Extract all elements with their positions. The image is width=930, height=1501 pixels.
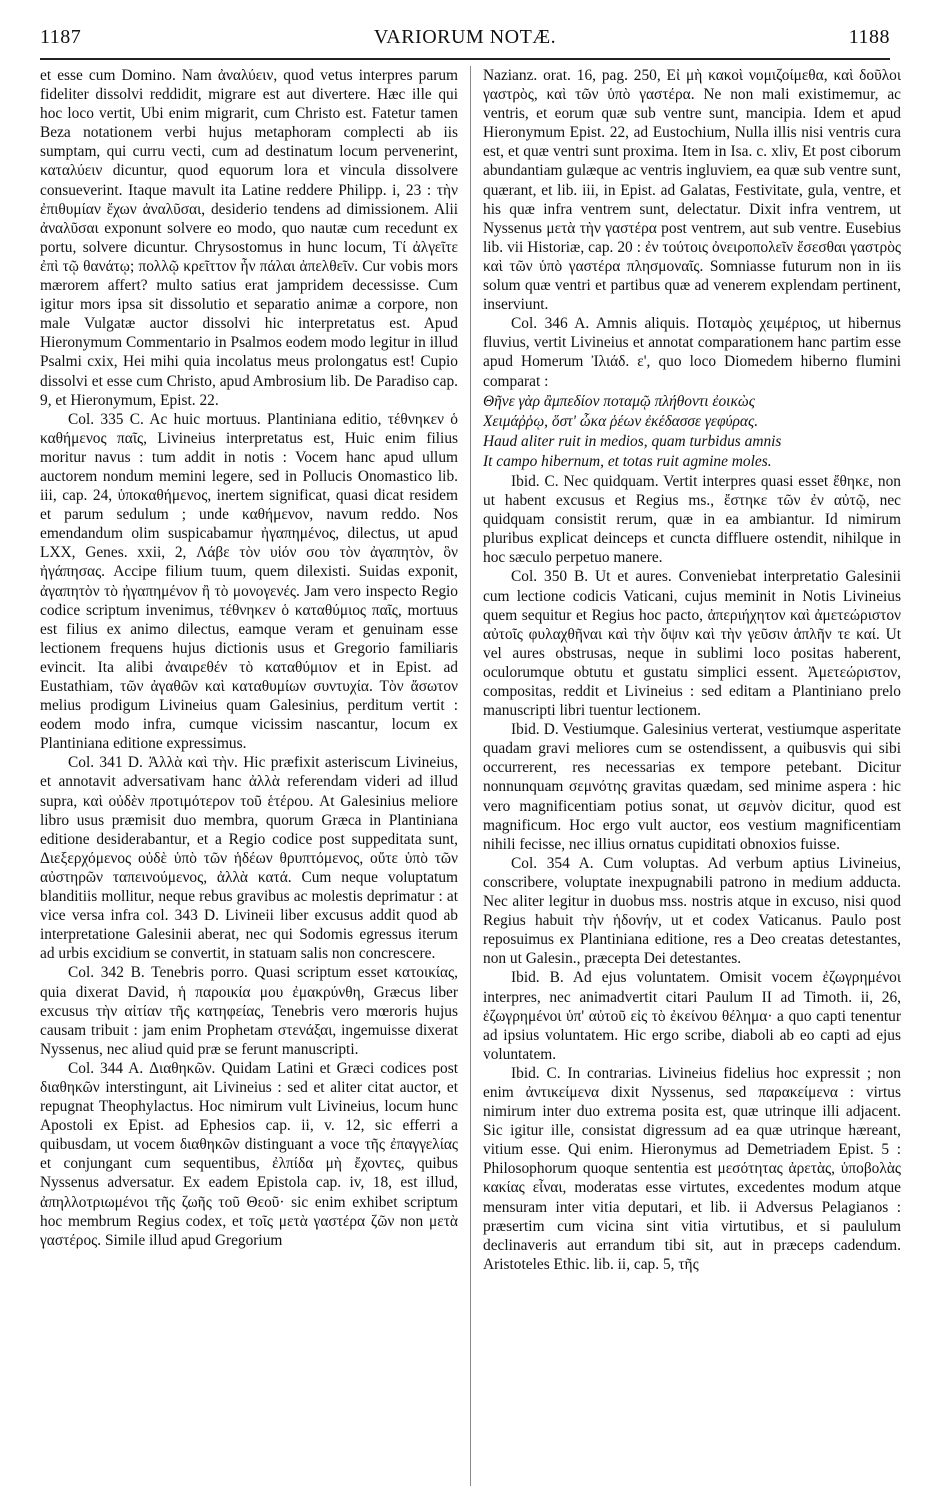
note-paragraph: Col. 335 C. Ac huic mortuus. Plantiniana editio, τέθνηκεν ὁ καθήμενος παῖς, Livineius interpretatus est, Huic enim filius moritur navus : tum addit in notis : Vocem hanc apud ullum auctorem nondum memini legere, sed in Pollucis Onomastico lib. iii, cap. 24, ὑποκαθήμενος, inertem significat, quasi dicat residem et parum sedulum ; unde καθήμενον, navum reddo. Nos emendandum olim suspicabamur ἠγαπημένος, dilectus, ut apud LXX, Genes. xxii, 2, Λάβε τὸν υἱόν σου τὸν ἀγαπητὸν, ὃν ἠγάπησας. Accipe filium tuum, quem dilexisti. Suidas exponit, ἀγαπητὸν τὸ ἠγαπημένον ἢ τὸ μονογενές. Jam vero inspecto Regio codice scriptum invenimus, τέθνηκεν ὁ καταθύμιος παῖς, mortuus est filius ex animo dilectus, eamque veram et genuinam esse lectionem frequens hujus dictionis usus et Gregorio familiaris evincit. Ita alibi ἀναιρεθέν τὸ καταθύμιον et in Epist. ad Eustathiam, τῶν ἀγαθῶν καὶ καταθυμίων συντυχία. Τὸν ἄσωτον melius prodigum Livineius quam Galesinius, perditum vertit : eodem modo infra, cumque vicissim nascantur, locum ex Plantiniana editione expressimus. <box>40 410 458 753</box>
note-paragraph: Ibid. B. Ad ejus voluntatem. Omisit vocem ἐζωγρημένοι interpres, nec animadvertit citari Paulum II ad Timoth. ii, 26, ἐζωγρημένοι ὑπ' αὐτοῦ εἰς τὸ ἐκείνου θέλημα· a quo capti tenentur ad ipsius voluntatem. Hic ergo scribe, diaboli ab eo capti ad ejus voluntatem. <box>483 969 901 1063</box>
note-paragraph: Col. 342 B. Tenebris porro. Quasi scriptum esset κατοικίας, quia dixerat David, ἡ παροικία μου ἐμακρύνθη, Græcus liber excusus τὴν αἰτίαν τῆς κατηφείας, Tenebris vero mœroris hujus causam tribuit : jam enim Prophetam στενάξαι, ingemuisse dixerat Nyssenus, nec aliud quid præ se ferunt manuscripti. <box>40 964 458 1058</box>
note-paragraph: Col. 354 A. Cum voluptas. Ad verbum aptius Livineius, conscribere, voluptate inexpugnabili patrono in medium adducta. Nec aliter legitur in duobus mss. nostris atque in excuso, nisi quod Regius habuit τὴν ἡδονήν, ut et codex Vaticanus. Paulo post reposuimus ex Plantiniana editione, res a Deo creatas detestantes, non ut Galesin., præcepta Dei detestantes. <box>483 854 901 968</box>
note-paragraph: Ibid. C. Nec quidquam. Vertit interpres quasi esset ἔθηκε, non ut habent excusus et Regius ms., ἔστηκε τῶν ἐν αὐτῷ, nec quidquam consistit rerum, quæ in ea ambiantur. Id nimirum pluribus explicat deinceps et cuncta diffluere ostendit, nihilque in hoc sæculo perpetuo manere. <box>483 472 901 567</box>
note-paragraph: et esse cum Domino. Nam ἀναλύειν, quod vetus interpres parum fideliter dissolvi reddidit, migrare est aut divertere. Hæc ille qui hoc loco vertit, Ubi enim migrarit, cum Christo est. Fatetur tamen Beza notationem verbi hujus metaphoram complecti ab iis sumptam, qui curru vecti, cum ad destinatum locum pervenerint, καταλύειν dicuntur, quod equorum lora et vincula dissolvere consueverint. Itaque mavult ita Latine reddere Philipp. i, 23 : τὴν ἐπιθυμίαν ἔχων ἀναλῦσαι, desiderio tendens ad dimissionem. Alii ἀναλῦσαι exponunt solvere eo modo, quo nautæ cum recedunt ex portu, solvere dicuntur. Chrysostomus in hunc locum, Τί ἀλγεῖτε ἐπὶ τῷ θανάτῳ; πολλῷ κρεῖττον ἦν πάλαι ἀπελθεῖν. Cur vobis mors mærorem affert? multo satius erat jampridem decessisse. Cum igitur mors ipsa sit dissolutio et separatio animæ a corpore, non male Vulgatæ auctor dissolvi hic interpretatus est. Apud Hieronymum Commentario in Psalmos eodem modo legitur in illud Psalmi cxix, Hei mihi quia incolatus meus prolongatus est! Cupio dissolvi et esse cum Christo, apud Ambrosium lib. De Paradiso cap. 9, et Hieronymum, Epist. 22. <box>40 67 458 409</box>
column-divider <box>470 66 471 1486</box>
latin-verse-line: Haud aliter ruit in medios, quam turbidus amnis <box>483 432 782 450</box>
note-paragraph: Col. 350 B. Ut et aures. Conveniebat interpretatio Galesinii cum lectione codicis Vaticani, cujus meminit in Notis Livineius quem sequitur et Regius hoc pacto, ἀπεριήχητον καὶ ἀμετεώριστον αὐτοῖς φυλαχθῆναι καὶ τὴν ὄψιν καὶ τὴν γεῦσιν ἁπλῆν τε καί. Ut vel aures obstrusas, neque in sublimi loco positas haberent, oculorumque obtutu et gustatu simplici essent. Ἀμετεώριστον, compositas, reddit et Livineius : sed editam a Plantiniano prelo manuscripti libri tuentur lectionem. <box>483 568 901 720</box>
left-page-number: 1187 <box>40 26 82 48</box>
greek-verse-line: Θῆνε γὰρ ἂμπεδίον ποταμῷ πλήθοντι ἐοικὼς <box>483 392 755 410</box>
note-paragraph: Ibid. D. Vestiumque. Galesinius verterat, vestiumque asperitate quadam gravi meliores cum se ostendissent, a quibusvis qui sibi occurrerent, res necessarias ex tempore petebant. Dicitur nonnunquam σεμνότης gravitas quædam, sed minime aspera : hic vero magnificentiam potius sonat, ut σεμνὸν dicitur, quod est magnificum. Hoc ergo vult auctor, eos vestium magnificentiam nihili fecisse, nec illius ornatus cupiditati obnoxios fuisse. <box>483 721 901 853</box>
note-paragraph: Ibid. C. In contrarias. Livineius fidelius hoc expressit ; non enim ἀντικείμενα dixit Nyssenus, sed παρακείμενα : virtus nimirum inter duo extrema posita est, quæ utrinque illi adjacent. Sic igitur ille, consistat digressum ad ea quæ utrinque hæreant, vitium esse. Qui enim. Hieronymus ad Demetriadem Epist. 5 : Philosophorum quoque sententia est μεσότητας ἀρετὰς, ὑποβολὰς κακίας εἶναι, moderatas esse virtutes, excedentes modum atque mensuram inter vitia deputari, et lib. ii Adversus Pelagianos : præsertim cum vicina sint vitia virtutibus, et si paululum declinaveris aut errandum tibi sit, aut in præceps cadendum. Aristoteles Ethic. lib. ii, cap. 5, τῆς <box>483 1064 901 1273</box>
note-paragraph: Col. 341 D. Ἀλλὰ καὶ τὴν. Hic præfixit asteriscum Livineius, et annotavit adversativam hanc ἀλλὰ referendam videri ad illud supra, καὶ οὐδὲν προτιμότερον τοῦ ἑτέρου. At Galesinius meliore libro usus præmisit duo membra, quorum Græca in Plantiniana editione desiderabantur, et a Regio codice post suppeditata sunt, Διεξερχόμενος οὐδὲ ὑπὸ τῶν ἡδέων θρυπτόμενος, οὔτε ὑπὸ τῶν αὐστηρῶν ταπεινούμενος, ἀλλὰ κατά. Cum neque voluptatum blanditiis mollitur, neque rebus gravibus ac molestis deprimatur : at vice versa infra col. 343 D. Livineii liber excusus addit quod ab interpretatione Galesinii aberat, nec qui Sodomis egressus iterum ad urbis excidium se convertit, in statuam salis non concrescere. <box>40 754 458 963</box>
greek-verse-line: Χειμάῤῥῳ, ὅστ' ὦκα ῥέων ἐκέδασσε γεφύρας. <box>483 412 759 430</box>
right-column <box>483 66 901 1487</box>
note-paragraph: Col. 344 A. Διαθηκῶν. Quidam Latini et Græci codices post διαθηκῶν interstingunt, ait Livineius : sed et aliter citat auctor, et repugnat Theophylactus. Hoc nimirum vult Livineius, locum hunc Apostoli ex Epist. ad Ephesios cap. ii, v. 12, sic efferri a quibusdam, ut vocem διαθηκῶν distinguant a voce τῆς ἐπαγγελίας et conjungant cum sequentibus, ἐλπίδα μὴ ἔχοντες, quibus Nyssenus adversatur. Ex eadem Epistola cap. iv, 18, est illud, ἀπηλλοτριωμένοι τῆς ζωῆς τοῦ Θεοῦ· sic enim exhibet scriptum hoc membrum Regius codex, et τοῖς μετὰ γαστέρα ζῶν non μετὰ γαστέρος. Simile illud apud Gregorium <box>40 1059 458 1249</box>
latin-verse-line: It campo hibernum, et totas ruit agmine moles. <box>483 452 772 470</box>
running-header <box>40 26 890 52</box>
header-rule <box>40 58 890 60</box>
right-page-number: 1188 <box>848 26 890 48</box>
running-title: VARIORUM NOTÆ. <box>373 26 557 48</box>
note-paragraph: Col. 346 A. Amnis aliquis. Ποταμὸς χειμέριος, ut hibernus fluvius, vertit Livineius et annotat comparationem hanc partim esse apud Homerum Ἰλιάδ. ε', quo loco Diomedem hiberno flumini comparat : <box>483 315 901 390</box>
note-paragraph: Nazianz. orat. 16, pag. 250, Εἰ μὴ κακοὶ νομιζοίμεθα, καὶ δοῦλοι γαστρὸς, καὶ τῶν ὑπὸ γαστέρα. Ne non mali existimemur, ac ventris, et eorum quæ sub ventre sunt, mancipia. Idem et apud Hieronymum Epist. 22, ad Eustochium, Nulla illis nisi ventris cura est, et quæ ventri sunt proxima. Item in Isa. c. xliv, Et post ciborum abundantiam gulæque ac ventris ingluviem, ea quæ sub ventre sunt, quærant, et lib. iii, in Epist. ad Galatas, Festivitate, gula, ventre, et his quæ infra ventrem sunt, delectatur. Dixit infra ventrem, ut Nyssenus μετὰ τὴν γαστέρα post ventrem, aut sub ventre. Eusebius lib. vii Historiæ, cap. 20 : ἐν τούτοις ὀνειροπολεῖν ἔσεσθαι γαστρὸς καὶ τῶν ὑπὸ γαστέρα πλησμοναῖς. Somniasse futurum non in iis solum quæ ventri et partibus quæ ad venerem explendam pertinent, inserviunt. <box>483 67 901 314</box>
left-column <box>40 66 458 1487</box>
